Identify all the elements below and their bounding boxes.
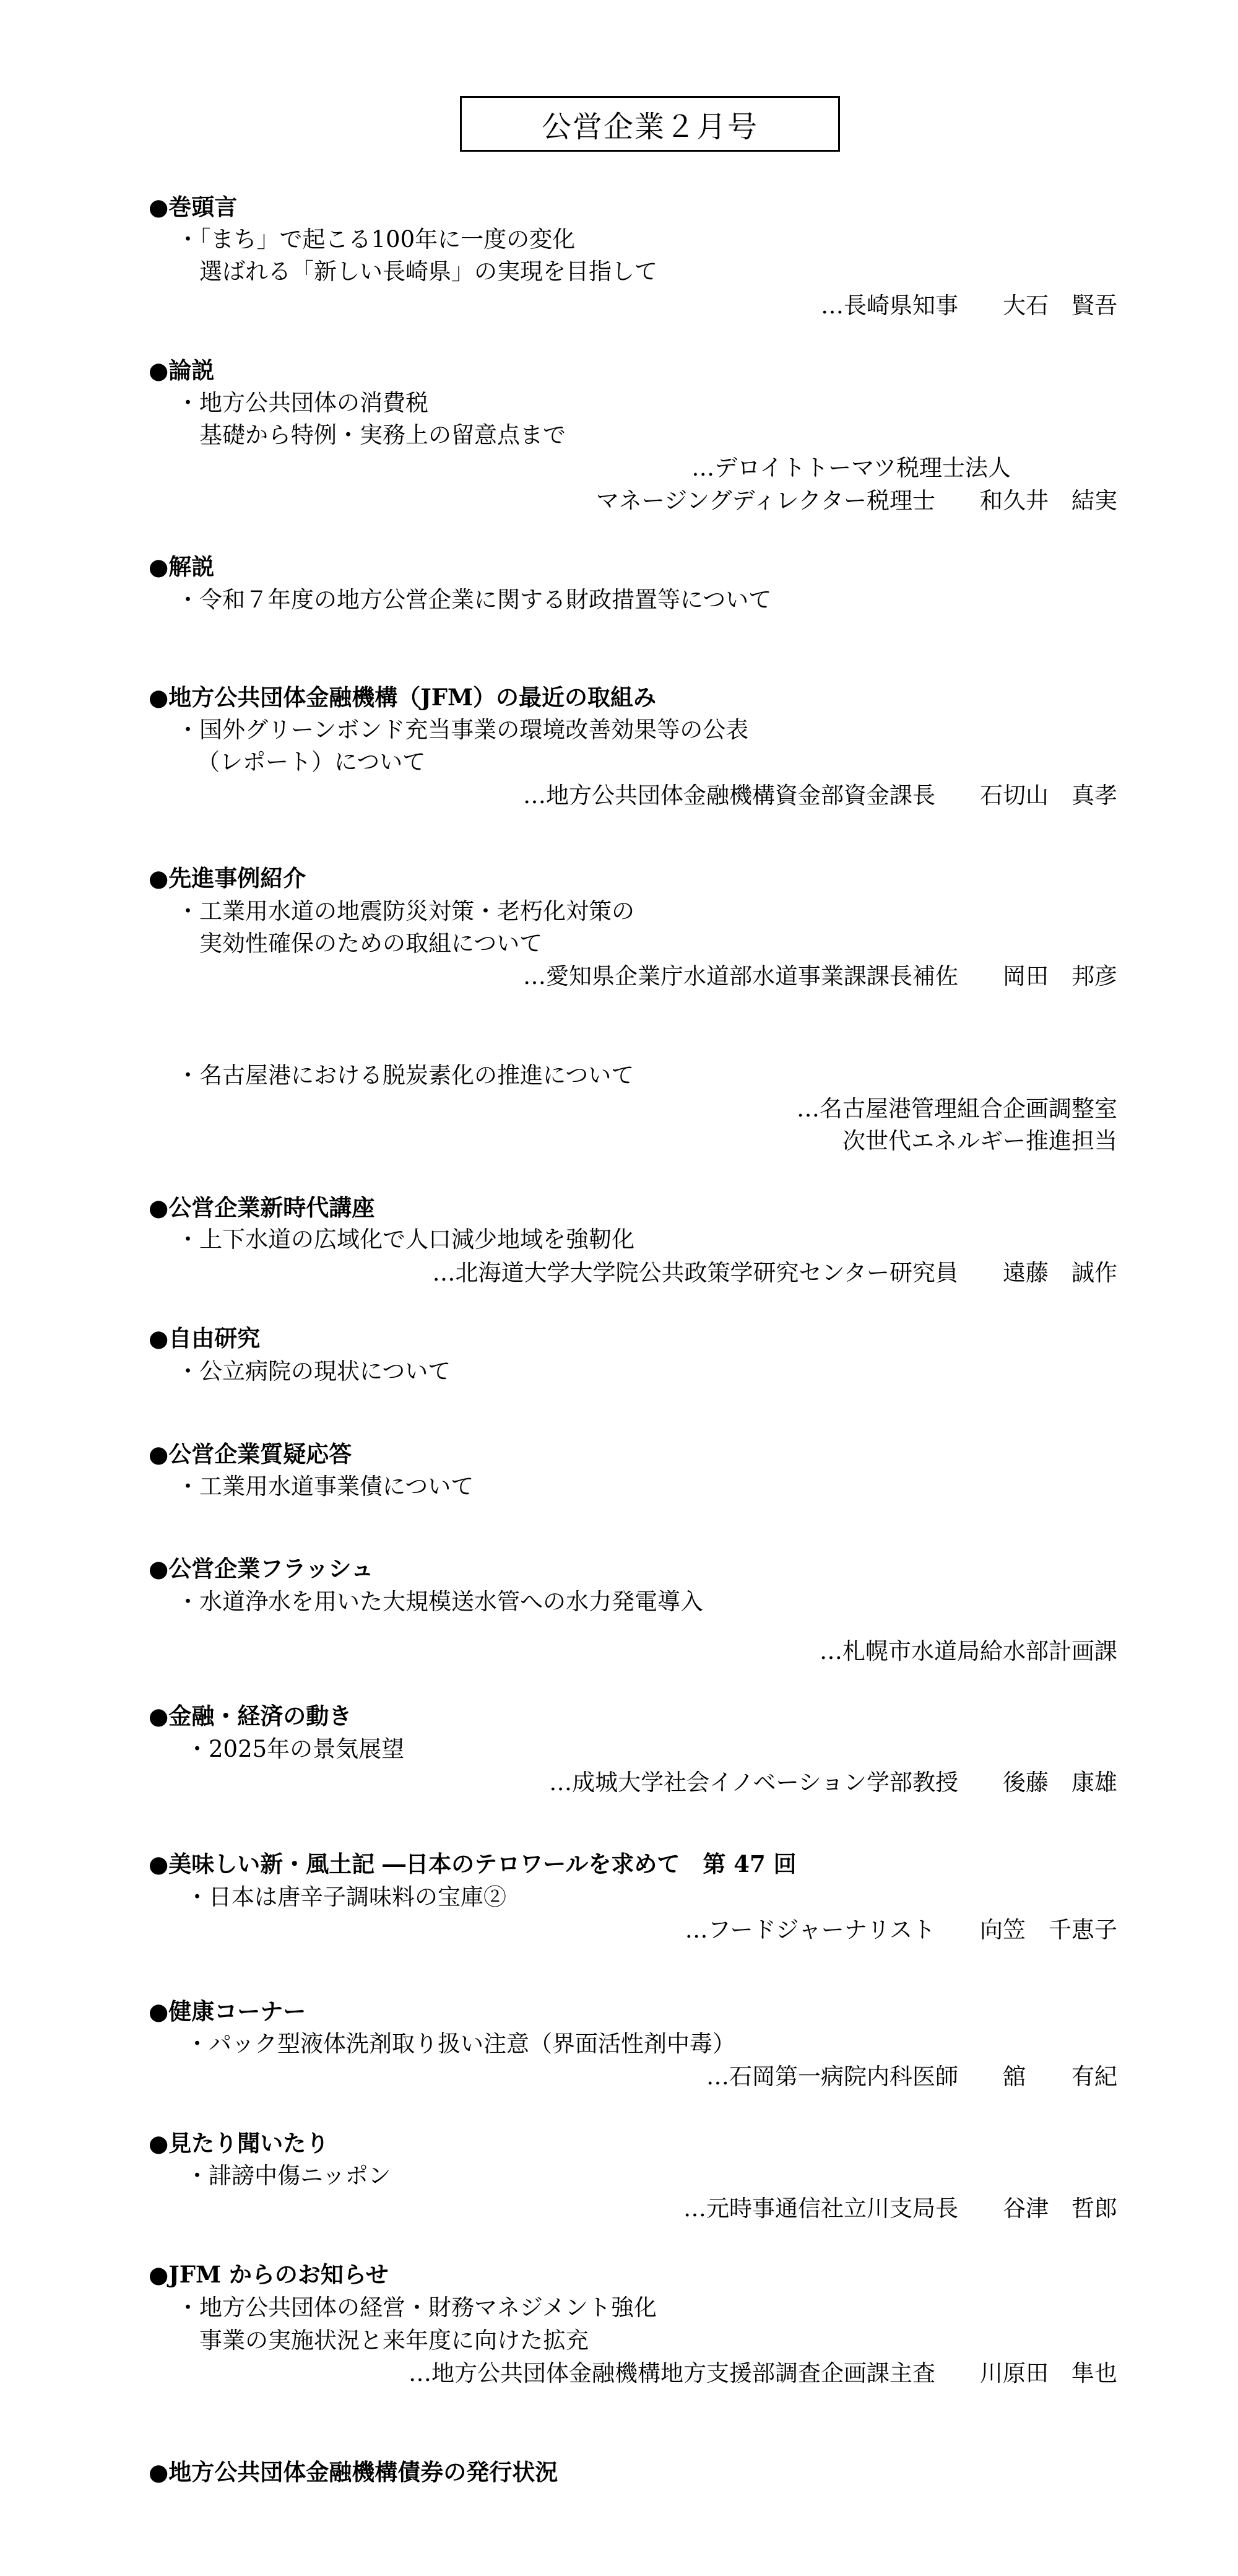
author-affiliation: …デロイトトーマツ税理士法人 bbox=[691, 455, 1011, 481]
section-heading-editorial: ●論説 bbox=[149, 357, 215, 384]
author-name: 遠藤 誠作 bbox=[1003, 1260, 1117, 1286]
section-heading-see-hear: ●見たり聞いたり bbox=[149, 2130, 329, 2157]
article-byline bbox=[523, 965, 1117, 988]
section-heading-bond-issuance: ●地方公共団体金融機構債券の発行状況 bbox=[149, 2458, 558, 2486]
author-affiliation: …成城大学社会イノベーション学部教授 bbox=[549, 1769, 958, 1796]
article-title: ・地方公共団体の経営・財務マネジメント強化 bbox=[176, 2294, 657, 2321]
author-affiliation: …石岡第一病院内科医師 bbox=[706, 2063, 958, 2090]
article-title: ・令和７年度の地方公営企業に関する財政措置等について bbox=[176, 586, 772, 613]
article-byline bbox=[409, 2362, 1117, 2385]
section-heading-commentary: ●解説 bbox=[149, 553, 215, 580]
article-byline bbox=[683, 2197, 1117, 2220]
author-affiliation: …フードジャーナリスト bbox=[685, 1917, 935, 1943]
article-byline bbox=[706, 2065, 1117, 2088]
article-title: ・国外グリーンボンド充当事業の環境改善効果等の公表 bbox=[176, 716, 749, 743]
article-title: ・日本は唐辛子調味料の宝庫② bbox=[186, 1884, 506, 1910]
article-title: ・水道浄水を用いた大規模送水管への水力発電導入 bbox=[176, 1588, 703, 1615]
author-name: 後藤 康雄 bbox=[1003, 1769, 1117, 1796]
author-name: 谷津 哲郎 bbox=[1003, 2195, 1117, 2222]
author-name: 和久井 結実 bbox=[980, 487, 1117, 514]
article-title: ・誹謗中傷ニッポン bbox=[186, 2162, 391, 2189]
article-byline bbox=[821, 294, 1117, 317]
article-title: ・上下水道の広域化で人口減少地域を強靭化 bbox=[176, 1226, 634, 1253]
author-name: 川原田 隼也 bbox=[980, 2360, 1117, 2387]
article-byline bbox=[549, 1771, 1117, 1794]
section-heading-finance-economy: ●金融・経済の動き bbox=[149, 1702, 352, 1730]
author-affiliation: …札幌市水道局給水部計画課 bbox=[820, 1638, 1117, 1664]
author-affiliation: …北海道大学大学院公共政策学研究センター研究員 bbox=[432, 1260, 958, 1286]
article-subtitle: 事業の実施状況と来年度に向けた拡充 bbox=[199, 2327, 589, 2354]
article-byline bbox=[596, 489, 1117, 512]
section-heading-foreword: ●巻頭言 bbox=[149, 193, 238, 220]
author-affiliation: …地方公共団体金融機構資金部資金課長 bbox=[523, 782, 935, 809]
section-heading-free-research: ●自由研究 bbox=[149, 1325, 261, 1352]
article-byline bbox=[432, 1261, 1117, 1284]
article-title: ・地方公共団体の消費税 bbox=[176, 389, 428, 416]
article-title: ・パック型液体洗剤取り扱い注意（界面活性剤中毒） bbox=[186, 2030, 735, 2057]
article-title: ・2025年の景気展望 bbox=[186, 1736, 405, 1762]
author-affiliation: …長崎県知事 bbox=[821, 292, 958, 319]
section-heading-case-studies: ●先進事例紹介 bbox=[149, 864, 306, 892]
article-subtitle: 基礎から特例・実務上の留意点まで bbox=[199, 422, 566, 448]
section-heading-jfm-notice: ●JFM からのお知らせ bbox=[149, 2261, 389, 2288]
author-affiliation: …愛知県企業庁水道部水道事業課課長補佐 bbox=[523, 963, 958, 990]
author-affiliation: …元時事通信社立川支局長 bbox=[683, 2195, 958, 2222]
section-heading-fudoki: ●美味しい新・風土記 ―日本のテロワールを求めて 第 47 回 bbox=[149, 1850, 797, 1878]
article-subtitle: （レポート）について bbox=[197, 749, 426, 775]
article-byline bbox=[685, 1918, 1117, 1941]
section-heading-health: ●健康コーナー bbox=[149, 1998, 306, 2025]
article-subtitle: 実効性確保のための取組について bbox=[199, 930, 543, 957]
author-affiliation: マネージングディレクター税理士 bbox=[595, 487, 935, 514]
article-title: ・「まち」で起こる100年に一度の変化 bbox=[176, 226, 576, 253]
article-title: ・工業用水道の地震防災対策・老朽化対策の bbox=[176, 898, 634, 925]
article-byline bbox=[523, 784, 1117, 807]
article-title: ・名古屋港における脱炭素化の推進について bbox=[176, 1062, 634, 1089]
page-title: 公営企業２月号 bbox=[460, 96, 840, 152]
article-title: ・公立病院の現状について bbox=[176, 1358, 451, 1385]
author-name: 舘 有紀 bbox=[1003, 2063, 1117, 2090]
author-affiliation: …地方公共団体金融機構地方支援部調査企画課主査 bbox=[409, 2360, 935, 2387]
author-name: 岡田 邦彦 bbox=[1003, 963, 1117, 990]
section-heading-qa: ●公営企業質疑応答 bbox=[149, 1440, 352, 1468]
section-heading-flash: ●公営企業フラッシュ bbox=[149, 1555, 374, 1582]
author-name: 石切山 真孝 bbox=[980, 782, 1117, 809]
author-name: 向笠 千恵子 bbox=[980, 1917, 1117, 1943]
author-affiliation: 次世代エネルギー推進担当 bbox=[842, 1128, 1117, 1154]
article-subtitle: 選ばれる「新しい長崎県」の実現を目指して bbox=[199, 258, 657, 285]
section-heading-new-era-course: ●公営企業新時代講座 bbox=[149, 1194, 375, 1221]
article-title: ・工業用水道事業債について bbox=[176, 1473, 474, 1500]
author-name: 大石 賢吾 bbox=[1003, 292, 1117, 319]
author-affiliation: …名古屋港管理組合企画調整室 bbox=[797, 1095, 1117, 1122]
section-heading-jfm-initiatives: ●地方公共団体金融機構（JFM）の最近の取組み bbox=[149, 684, 657, 711]
